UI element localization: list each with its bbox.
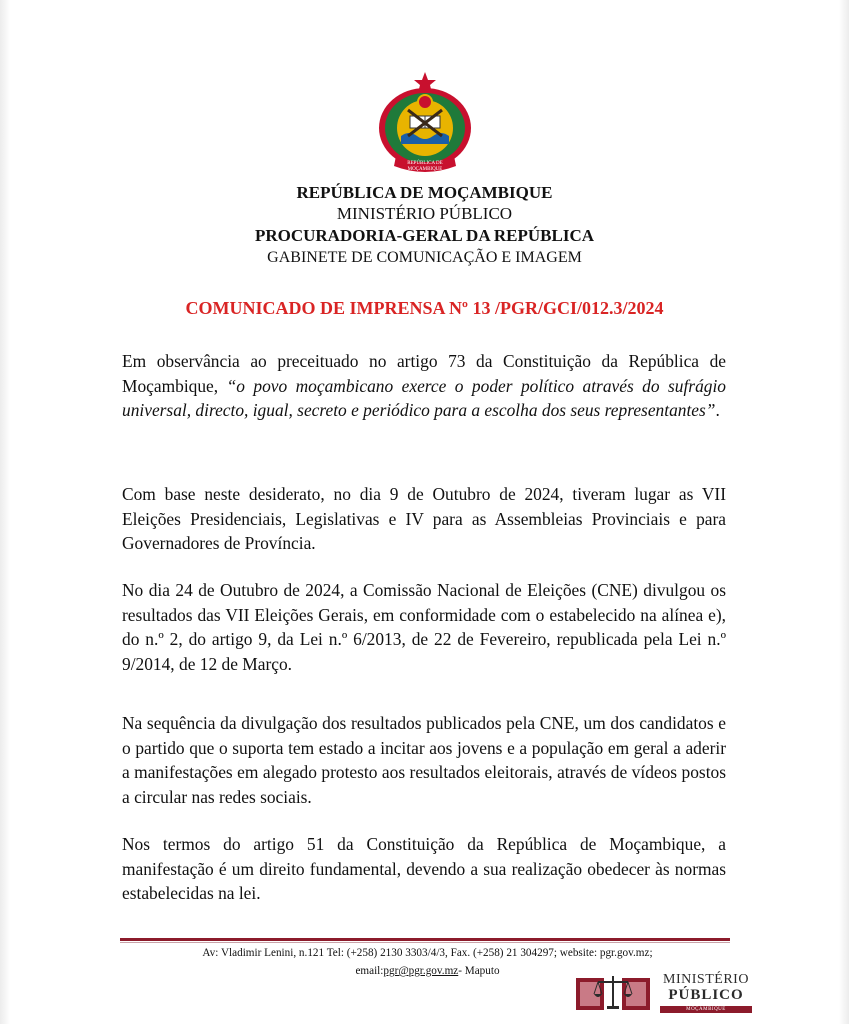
footer-city: - Maputo [458, 965, 500, 977]
paragraph-1-intro: Em observância ao preceituado no artigo 73 da Constituição da República de Moçambique, [122, 351, 726, 396]
page-edge-shadow [839, 0, 849, 1024]
footer-address: Av: Vladimir Lenini, n.121 Tel: (+258) 2130 3303/4/3, Fax. (+258) 21 304297; website: pgr.gov.mz; [202, 947, 653, 959]
header-ministry: MINISTÉRIO PÚBLICO [336, 204, 513, 223]
ribbon-text-line2: MOÇAMBIQUE [407, 167, 443, 172]
paragraph-3: No dia 24 de Outubro de 2024, a Comissão Nacional de Eleições (CNE) divulgou os resultados das VII Eleições Gerais, em conformidade com o estabelecido na alínea e), do n.º 2, do artigo 9, da Lei n.º 6/2013, de 22 de Fevereiro, republicada pela Lei n.º 9/2014, de 12 de Março. [122, 580, 726, 674]
paragraph-5: Nos termos do artigo 51 da Constituição da República de Moçambique, a manifestação é um direito fundamental, devendo a sua realização obedecer às normas estabelecidas na lei. [122, 834, 726, 903]
logo-line-2: PÚBLICO [668, 987, 744, 1003]
paragraph-2: Com base neste desiderato, no dia 9 de Outubro de 2024, tiveram lugar as VII Eleições Presidenciais, Legislativas e IV para as Assembleias Provinciais e para Governadores de Província. [122, 484, 726, 553]
header-office: PROCURADORIA-GERAL DA REPÚBLICA [254, 226, 595, 245]
footer-divider [120, 938, 730, 941]
national-emblem-icon [374, 70, 476, 180]
ribbon-text-line1: REPÚBLICA DE [407, 161, 443, 166]
page-edge-shadow [0, 0, 10, 1024]
paragraph-1-end: . [715, 400, 720, 420]
paragraph-4: Na sequência da divulgação dos resultados publicados pela CNE, um dos candidatos e o partido que o suporta tem estado a incitar aos jovens e a população em geral a aderir a manifestações em alegado protesto aos resultados eleitorais, através de vídeos postos a circular nas redes sociais. [122, 713, 726, 807]
logo-line-1: MINISTÉRIO [663, 972, 749, 987]
header-cabinet: GABINETE DE COMUNICAÇÃO E IMAGEM [267, 249, 582, 266]
footer-divider-thin [120, 942, 730, 943]
scales-of-justice-icon [574, 972, 652, 1012]
press-release-title: COMUNICADO DE IMPRENSA Nº 13 /PGR/GCI/012.3/2024 [185, 298, 664, 318]
logo-subline: MOÇAMBIQUE [660, 1006, 752, 1013]
footer-email-link[interactable]: pgr@pgr.gov.mz [383, 965, 459, 977]
logo-text [660, 972, 752, 1013]
ministerio-publico-logo [574, 968, 754, 1016]
header-country: REPÚBLICA DE MOÇAMBIQUE [296, 183, 553, 202]
footer-email-label: email: [355, 965, 384, 977]
paragraph-1 [122, 349, 726, 423]
paragraph-1-quote: “o povo moçambicano exerce o poder político através do sufrágio universal, directo, igual, secreto e periódico para a escolha dos seus representantes” [122, 375, 726, 420]
